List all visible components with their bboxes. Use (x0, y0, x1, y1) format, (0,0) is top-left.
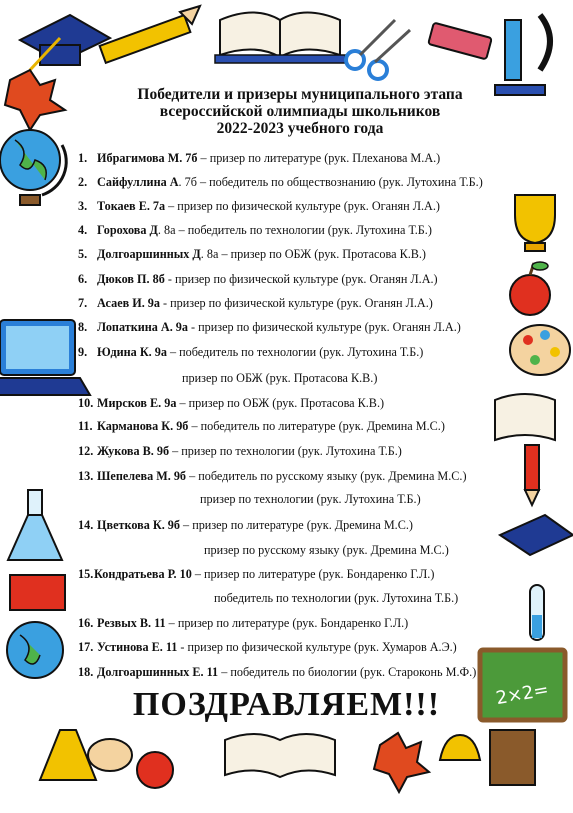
paint-palette-icon (510, 325, 570, 375)
laptop-icon (0, 320, 90, 395)
bell-icon (440, 735, 480, 760)
list-item: 15.Кондратьева Р. 10 – призер по литературе (рук. Бондаренко Г.Л.) (78, 567, 435, 581)
list-item: 1. Ибрагимова М. 7б – призер по литературе (рук. Плеханова М.А.) (78, 151, 441, 165)
red-pencil-icon (525, 445, 539, 505)
page-heading (70, 86, 530, 137)
heading-line-2: всероссийской олимпиады школьников (159, 103, 441, 120)
maple-leaf-icon (5, 70, 65, 130)
paint-palette-icon (88, 739, 132, 771)
list-item: 12. Жукова В. 9б – призер по технологии (рук. Лутохина Т.Б.) (78, 444, 402, 458)
congratulations-banner: ПОЗДРАВЛЯЕМ!!! (132, 686, 441, 723)
list-item: 16. Резвых В. 11 – призер по литературе (рук. Бондаренко Г.Л.) (78, 616, 409, 630)
list-item: 4. Горохова Д. 8а – победитель по технологии (рук. Лутохина Т.Б.) (78, 223, 432, 237)
heading-line-3: 2022-2023 учебного года (216, 120, 384, 137)
graduation-cap-icon (500, 515, 573, 555)
scissors-icon (346, 20, 410, 79)
list-item: 11. Карманова К. 9б – победитель по литературе (рук. Дремина М.С.) (78, 419, 445, 433)
list-item: 14. Цветкова К. 9б – призер по литературе (рук. Дремина М.С.) (78, 518, 413, 532)
open-book-icon (215, 13, 345, 64)
list-item-continuation: призер по технологии (рук. Лутохина Т.Б.) (200, 492, 421, 506)
microscope-icon (495, 15, 550, 95)
globe-icon (0, 130, 66, 205)
trophy-icon (515, 195, 555, 251)
list-item: 13. Шепелева М. 9б – победитель по русскому языку (рук. Дремина М.С.) (78, 469, 467, 483)
list-item: 3. Токаев Е. 7а – призер по физической культуре (рук. Оганян Л.А.) (78, 199, 440, 213)
apple-icon (510, 262, 550, 315)
list-item-continuation: призер по ОБЖ (рук. Протасова К.В.) (182, 371, 378, 385)
list-item: 10. Мирсков Е. 9а – призер по ОБЖ (рук. Протасова К.В.) (78, 396, 385, 410)
open-book-icon (225, 734, 335, 777)
list-item-continuation: победитель по технологии (рук. Лутохина Т.Б.) (214, 591, 459, 605)
list-item: 5. Долгоаршинных Д. 8а – призер по ОБЖ (рук. Протасова К.В.) (78, 247, 426, 261)
maple-leaf-icon (374, 733, 429, 792)
flask-icon (8, 490, 62, 560)
chalkboard-text: 2×2= (494, 679, 551, 710)
list-item: 6. Дюков П. 8б - призер по физической культуре (рук. Оганян Л.А.) (78, 272, 438, 286)
list-item: 9. Юдина К. 9а – победитель по технологии (рук. Лутохина Т.Б.) (78, 345, 424, 359)
globe-icon (7, 622, 63, 678)
graduation-cap-icon (20, 15, 110, 70)
apple-icon (137, 752, 173, 788)
list-item: 7. Асаев И. 9а - призер по физической культуре (рук. Оганян Л.А.) (78, 296, 433, 310)
list-item-continuation: призер по русскому языку (рук. Дремина М.С.) (204, 543, 449, 557)
list-item: 17. Устинова Е. 11 - призер по физической культуре (рук. Хумаров А.Э.) (78, 640, 457, 654)
list-item: 2. Сайфуллина А. 7б – победитель по обществознанию (рук. Лутохина Т.Б.) (78, 175, 483, 189)
list-item: 18. Долгоаршинных Е. 11 – победитель по биологии (рук. Староконь М.Ф.) (78, 665, 477, 679)
eraser-icon (428, 23, 492, 60)
book-icon (495, 394, 555, 440)
list-item: 8. Лопаткина А. 9а - призер по физической культуре (рук. Оганян Л.А.) (78, 320, 461, 334)
test-tube-icon (530, 585, 544, 640)
brown-book-icon (490, 730, 535, 785)
pencil-icon (100, 6, 200, 63)
heading-line-1: Победители и призеры муниципального этапа (137, 86, 463, 103)
red-book-icon (10, 575, 65, 610)
